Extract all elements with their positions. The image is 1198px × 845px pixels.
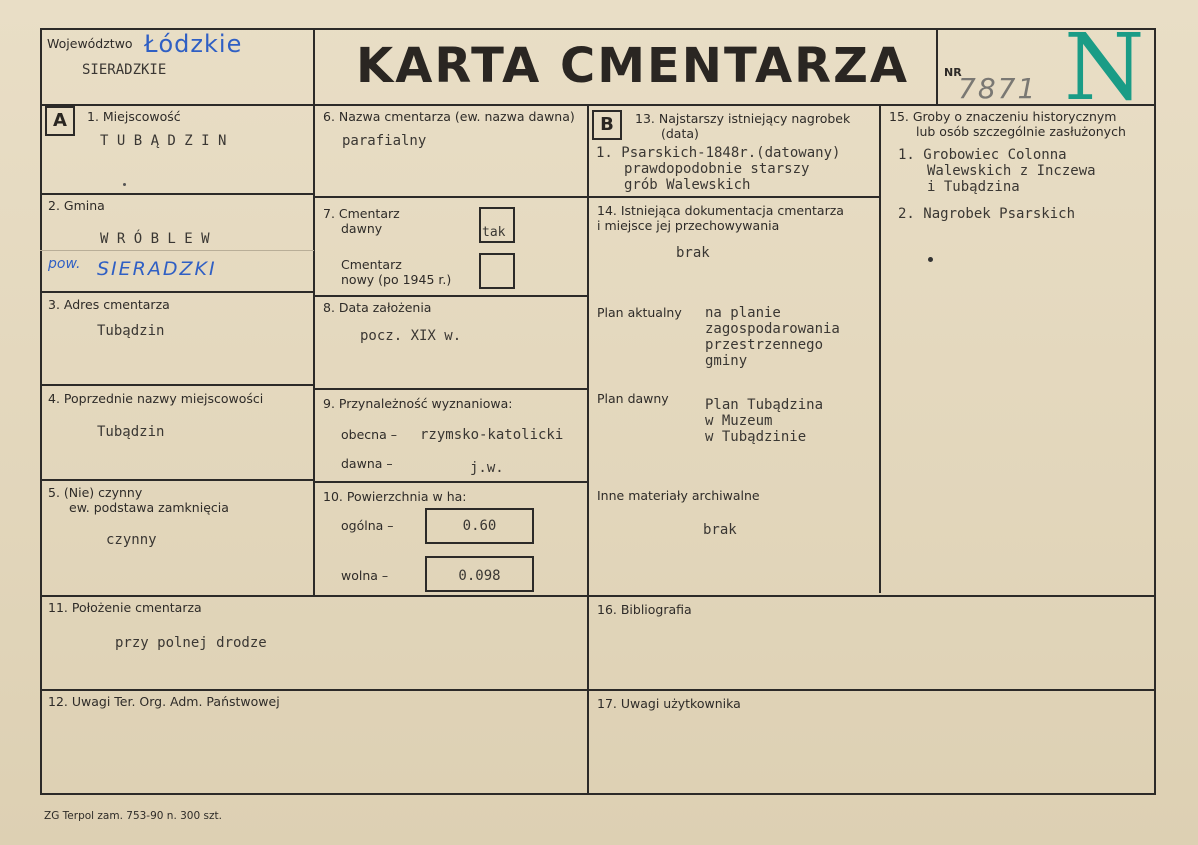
plan-old-label: Plan dawny <box>597 391 669 406</box>
row-divider-11 <box>40 595 1156 597</box>
col-sep-3 <box>879 104 881 593</box>
header-sep-2 <box>936 28 938 106</box>
field-9-current-value: rzymsko-katolicki <box>420 427 564 443</box>
field-10-label: 10. Powierzchnia w ha: <box>323 489 467 504</box>
field-6-label: 6. Nazwa cmentarza (ew. nazwa dawna) <box>323 109 575 124</box>
field-13-value-line2: prawdopodobnie starszy <box>624 161 810 177</box>
gmina-thin-line <box>40 250 314 251</box>
field-15-value-line2: Walewskich z Inczewa <box>927 163 1096 179</box>
field-13-label: 13. Najstarszy istniejący nagrobek <box>635 111 851 126</box>
field-12-label: 12. Uwagi Ter. Org. Adm. Państwowej <box>48 694 280 709</box>
divider-2-3 <box>40 291 315 293</box>
field-13-value-line3: grób Walewskich <box>624 177 751 193</box>
field-7-new-label: Cmentarz <box>341 257 402 272</box>
field-7-new-checkbox[interactable] <box>479 253 515 289</box>
field-15-value-line4: 2. Nagrobek Psarskich <box>898 206 1076 222</box>
voivodeship-typed: SIERADZKIE <box>82 62 167 78</box>
printer-imprint: ZG Terpol zam. 753-90 n. 300 szt. <box>44 810 222 822</box>
field-14-value: brak <box>676 245 710 261</box>
field-15-label: 15. Groby o znaczeniu historycznym <box>889 109 1117 124</box>
field-14-label: 14. Istniejąca dokumentacja cmentarza <box>597 203 844 218</box>
field-5-label: 5. (Nie) czynny <box>48 485 143 500</box>
field-13-value-line1: 1. Psarskich-1848r.(datowany) <box>596 145 841 161</box>
field-10-free-value: 0.098 <box>458 568 501 584</box>
field-17-label: 17. Uwagi użytkownika <box>597 696 741 711</box>
voivodeship-handwritten: Łódzkie <box>144 30 243 58</box>
field-11-value: przy polnej drodze <box>115 635 267 651</box>
field-2-value: W R Ó B L E W <box>100 231 210 247</box>
field-7-label: 7. Cmentarz <box>323 206 400 221</box>
field-9-former-value: j.w. <box>470 460 504 476</box>
field-8-label: 8. Data założenia <box>323 300 432 315</box>
divider-4-5 <box>40 479 315 481</box>
plan-current-line2: zagospodarowania <box>705 321 840 337</box>
form-title: KARTA CMENTARZA <box>356 38 910 94</box>
field-2-label: 2. Gmina <box>48 198 105 213</box>
field-9-current-label: obecna – <box>341 427 397 442</box>
divider-6-7 <box>313 196 589 198</box>
field-5-sublabel: ew. podstawa zamknięcia <box>69 500 229 515</box>
other-materials-value: brak <box>703 522 737 538</box>
divider-1-2 <box>40 193 315 195</box>
other-materials-label: Inne materiały archiwalne <box>597 488 760 503</box>
section-b-badge: B <box>592 110 622 140</box>
plan-current-line3: przestrzennego <box>705 337 824 353</box>
col-sep-1 <box>313 104 315 595</box>
field-10-total-value: 0.60 <box>462 518 497 534</box>
plan-old-line1: Plan Tubądzina <box>705 397 824 413</box>
field-13-sublabel: (data) <box>661 126 699 141</box>
divider-9-10 <box>313 481 589 483</box>
ink-dot-small <box>123 183 126 186</box>
field-5-value: czynny <box>106 532 157 548</box>
plan-current-line1: na planie <box>705 305 781 321</box>
row-divider-12 <box>40 689 1156 691</box>
field-2-hand-prefix: pow. <box>48 256 81 272</box>
marker-letter: N <box>1064 14 1145 121</box>
card-number: 7871 <box>958 72 1038 105</box>
nr-label: NR <box>944 66 962 79</box>
frame-left <box>40 28 42 795</box>
field-14-sublabel: i miejsce jej przechowywania <box>597 218 780 233</box>
field-1-label: 1. Miejscowość <box>87 109 181 124</box>
field-4-value: Tubądzin <box>97 424 165 440</box>
plan-current-label: Plan aktualny <box>597 305 682 320</box>
field-15-value-line3: i Tubądzina <box>927 179 1020 195</box>
frame-bottom <box>40 793 1156 795</box>
field-11-label: 11. Położenie cmentarza <box>48 600 202 615</box>
field-6-value: parafialny <box>342 133 427 149</box>
field-15-sublabel: lub osób szczególnie zasłużonych <box>916 124 1126 139</box>
divider-13-14 <box>587 196 881 198</box>
field-4-label: 4. Poprzednie nazwy miejscowości <box>48 391 264 406</box>
section-a-badge: A <box>45 106 75 136</box>
field-3-label: 3. Adres cmentarza <box>48 297 170 312</box>
field-7-old-value: tak <box>482 225 506 240</box>
divider-8-9 <box>313 388 589 390</box>
plan-old-line2: w Muzeum <box>705 413 773 429</box>
voivodeship-label: Województwo <box>47 36 133 51</box>
field-7-old-label: dawny <box>341 221 383 236</box>
field-2-handwritten: SIERADZKI <box>97 258 217 280</box>
col-sep-2 <box>587 104 589 793</box>
ink-dot <box>928 257 933 262</box>
plan-current-line4: gminy <box>705 353 748 369</box>
field-8-value: pocz. XIX w. <box>360 328 462 344</box>
divider-3-4 <box>40 384 315 386</box>
field-9-former-label: dawna – <box>341 456 393 471</box>
field-7-new-sublabel: nowy (po 1945 r.) <box>341 272 452 287</box>
field-10-total-label: ogólna – <box>341 518 394 533</box>
field-16-label: 16. Bibliografia <box>597 602 692 617</box>
field-3-value: Tubądzin <box>97 323 165 339</box>
divider-7-8 <box>313 295 589 297</box>
field-1-value: T U B Ą D Z I N <box>100 133 227 149</box>
frame-right <box>1154 28 1156 795</box>
field-10-free-label: wolna – <box>341 568 389 583</box>
field-15-value-line1: 1. Grobowiec Colonna <box>898 147 1067 163</box>
plan-old-line3: w Tubądzinie <box>705 429 807 445</box>
header-sep-1 <box>313 28 315 106</box>
field-9-label: 9. Przynależność wyznaniowa: <box>323 396 513 411</box>
